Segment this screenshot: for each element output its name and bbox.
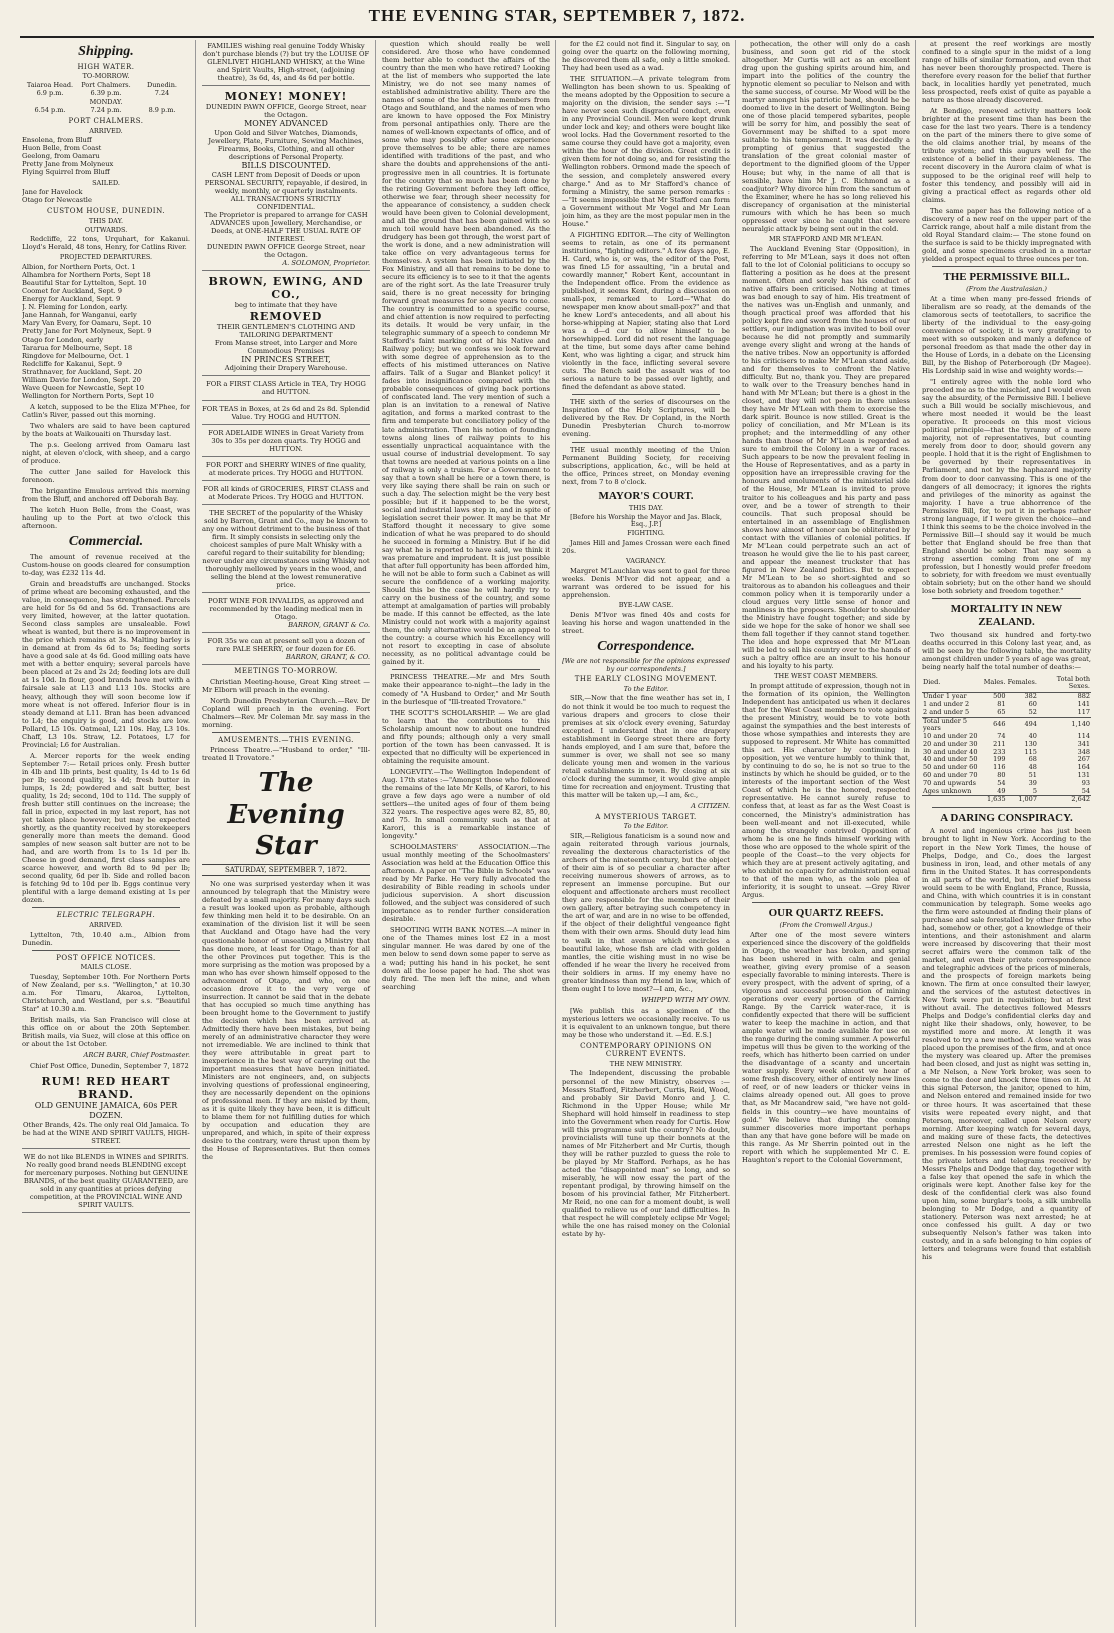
- divider: [932, 807, 1081, 808]
- table-cell: 51: [1028, 771, 1037, 780]
- divider: [212, 732, 360, 733]
- table-cell: 494: [1007, 717, 1038, 733]
- amusement-item: Princess Theatre.—"Husband to order," "Ill-treated Il Trovatore.": [202, 746, 370, 763]
- table-cell: 500: [993, 692, 1006, 701]
- daring-heading: A DARING CONSPIRACY.: [940, 812, 1073, 825]
- shipping-paragraph: The p.s. Geelong arrived from Oamaru last night, at eleven o'clock, with sheep, and a cargo of produce.: [22, 440, 190, 465]
- brown-text: beg to intimate that they have: [234, 301, 338, 310]
- court-item: Denis M'Ivor was fined 40s and costs for leaving his horse and wagon unattended in the street.: [562, 610, 730, 635]
- list-item: Redcliffe for Kakanui, Sept. 9: [22, 359, 122, 368]
- reefs-source: (From the Cromwell Argus.): [779, 921, 873, 930]
- table-cell: 10 and under 20: [923, 732, 978, 741]
- court-bench: [Before his Worship the Mayor and Jas. Black, Esq., J.P.]: [570, 512, 722, 529]
- list-item: Tararua for Melbourne, Sept. 18: [22, 343, 133, 352]
- mails-text: British mails, via San Francisco will close at this office on or about the 20th September. British mails, via Suez, will close at this office on or about the 1st October.: [22, 1015, 190, 1049]
- list-item: Jane for Havelock: [22, 188, 83, 197]
- commercial-paragraph: The amount of revenue received at the Custom-house on goods cleared for consumption to-day, was £232 11s 4d.: [22, 552, 190, 578]
- mortality-table: [922, 675, 1091, 805]
- pale-sherry-advertisement: [202, 635, 370, 665]
- list-item: Alhambra for Northern Ports, Sept 18: [22, 271, 151, 280]
- mortality-table-body: [922, 693, 1091, 805]
- news-item: PRINCESS THEATRE.—Mr and Mrs South make their appearance to-night—the lady in the comedy of "A Husband to Order," and Mr South in the burlesque of "Ill-treated Trovatore.": [382, 673, 550, 706]
- column-2: [202, 40, 376, 1627]
- port-sherry-advertisement: FOR PORT and SHERRY WINES of fine quality, at moderate prices. Try HOGG and HUTTON.: [202, 459, 370, 481]
- brown-text-3: From Manse street, into Larger and More Commodious Premises: [214, 338, 358, 355]
- reefs-text: At Bendigo, renewed activity matters look brighter at the present time than has been the case for the last two years. There is a tendency on the part of the miners there to give some of the old claims another trial, by means of the tribute system; and this augurs well for the existence of a belief in their payableness. The recent discovery in the Aurora claim of what is supposed to be the original reef will help to foster this tendency, and possibly will aid in giving a practical effect as regards other old claims.: [922, 107, 1091, 204]
- list-item: Geelong, from Oamaru: [22, 152, 100, 161]
- teas-advertisement: FOR TEAS in Boxes, at 2s 6d and 2s 8d. Splendid Value. Try HOGG and HUTTON.: [202, 403, 370, 425]
- table-cell: 141: [1077, 699, 1090, 708]
- list-item: Albion, for Northern Ports, Oct. 1: [22, 263, 136, 272]
- table-row: [922, 717, 1091, 733]
- daring-text: A novel and ingenious crime has just been brought to light in New York. According to the report in the New York Times, the house of Phelps, Dodge, and Co., does the largest business in iron, lead, and other metals of any firm in the United States. It has correspondents in all parts of the world, but its chief business would seem to be with England, France, Russia, and China, with which countries it is in constant communication by telegraph. Some weeks ago the firm were astounded at finding their plans of purchase and sale forestalled by other firms who had, somehow or other, got a knowledge of their intentions, and their astonishment and alarm were increased by discovering that their most secret affairs were the common talk of the market, and even their private correspondence and telegraphic advices of the prices of minerals, and the prospects of foreign markets being known. The firm at once consulted their lawyer, and the services of the astutest detectives in New York were put in requisition; but at first without avail. The detectives followed Messrs Phelps and Dodge's confidential clerks day and night like their shadows, only, however, to be mystified more and more. At length it was resolved to try a new method. A close watch was placed upon the premises of the firm, and at once the mystery was cleared up. After the premises had been closed, and just as night was setting in, a Mr Nelson, a New York broker, was seen to come to the door and knock three times on it. At this signal Peterson, the janitor, opened to him, and Nelson entered and remained inside for two or three hours. It was ascertained that these visits were repeated every night, and that Peterson, moreover, called upon Nelson every morning. After keeping watch for several days, and making sure of these facts, the detectives arrested Nelson one night as he left the premises. In his possession were found copies of the private letters and telegrams received by Messrs Phelps and Dodge that day, together with a false key that opened the safe in which the originals were kept. Another false key for the desk of the confidential clerk was also found upon him, some burglar's tools, a silk umbrella belonging to Mr Dodge, and a quantity of stationery. Peterson was next arrested; he at once confessed his guilt. A day or two subsequently Nelson's father was taken into custody, and in a safe belonging to him copies of letters and telegrams were found that establish his: [922, 827, 1091, 1262]
- list-item: Otago for Newcastle: [22, 196, 92, 205]
- removed-label: REMOVED: [249, 309, 323, 323]
- table-cell: 267: [1077, 755, 1090, 764]
- divider: [32, 950, 180, 951]
- list-item: Jane Hannah, for Wanganui, early: [22, 311, 137, 320]
- news-item: THE sixth of the series of discourses on the Inspiration of the Holy Scriptures, will be delivered by the Rev. Dr Copland, in the North Dunedin Presbyterian Church to-morrow evening.: [562, 398, 730, 439]
- this-day-label: THIS DAY.: [628, 503, 664, 512]
- quartz-reefs-heading: OUR QUARTZ REEFS.: [768, 906, 884, 919]
- proprietor-text: The Proprietor is prepared to arrange for CASH ADVANCES upon Jewellery, Merchandise, or Deeds, at ONE-HALF THE USUAL RATE OF INTEREST.: [204, 210, 368, 243]
- reefs-text: The same paper has the following notice of a discovery of a new reef on the upper part of the Carrick range, about half a mile distant from the old Royal Standard claim:— The stone found on the surface is said to be thickly impregnated with gold, and some specimens crushed in a mortar yielded a prospect equal to three ounces per ton.: [922, 206, 1091, 263]
- table-cell: Ages unknown: [923, 786, 972, 795]
- table-cell: 882: [1077, 692, 1090, 701]
- tide-cell: 6.54 p.m.: [34, 106, 66, 115]
- sailed-label: SAILED.: [92, 178, 120, 187]
- table-row: [922, 709, 1091, 717]
- permissive-bill-heading: THE PERMISSIVE BILL.: [943, 270, 1070, 283]
- table-cell: 54: [997, 778, 1006, 787]
- table-cell: 52: [1028, 707, 1037, 716]
- dateline: SATURDAY, SEPTEMBER 7, 1872.: [202, 864, 370, 876]
- whisky-advertisement: FAMILIES wishing real genuine Toddy Whisky don't purchase blends (?) but try the LOUISE OF GLENLIVET HIGHLAND WHISKY, at the Wine and Spirit Vaults, High-street, (adjoining theatre), 3s 6d, 4s, and 4s 6d per bottle.: [202, 40, 370, 86]
- table-cell: 54: [1081, 786, 1090, 795]
- meeting-item: Christian Meeting-house, Great King street —Mr Elborn will preach in the evening.: [202, 677, 370, 694]
- pawn-advertisement: [202, 88, 370, 271]
- news-item: A FIGHTING EDITOR.—The city of Wellington seems to retain, as one of its permanent institutions, "fighting editors." A few days ago, E. H. Card, who is, or was, the editor of the Post, was fined L5 for assaulting, "in a brutal and cowardly manner," Robert Kent, accountant in the Independent office. From the evidence as published, it seems Kent, during a discussion on small-pox, remarked to Lord—"What do newspaper men know about small-pox?" and that he knew Lord's antecedents, and all about his horse-whipping at Napier, stating also that Lord was a d—d cur to allow himself to be horsewhipped. Lord did not resent the language at the time, but some days after came behind Kent, who was lighting a cigar, and struck him violently in the face, inflicting several severe cuts. The Bench said the assault was of too serious a nature to be passed over lightly, and fined the defendant as above stated.: [562, 230, 730, 392]
- tide-cell: 8.9 p.m.: [148, 106, 176, 115]
- news-item: for the £2 could not find it. Singular to say, on going over the quartz on the following morning, he discovered them all safe, only a little smoked. They had been used as a wad.: [562, 40, 730, 73]
- table-cell: 116: [993, 763, 1006, 772]
- pawn-office: DUNEDIN PAWN OFFICE George Street, near the Octagon.: [206, 243, 366, 260]
- money-advanced: MONEY ADVANCED: [244, 119, 328, 129]
- money-title: MONEY! MONEY!: [224, 90, 348, 104]
- list-item: Pretty Jane from Molyneux: [22, 160, 114, 169]
- tide-cell: Port Chalmers.: [81, 80, 131, 89]
- news-item: THE usual monthly meeting of the Union Permanent Building Society, for receiving subscriptions, application, &c., will be held at the office, Princes street, on Monday evening next, from 7 to 8 o'clock.: [562, 445, 730, 486]
- tide-cell: 7.24: [154, 88, 170, 97]
- table-cell: 65: [997, 707, 1006, 716]
- table-cell: 646: [983, 717, 1007, 733]
- table-cell: 199: [993, 755, 1006, 764]
- money-text: Upon Gold and Silver Watches, Diamonds, Jewellery, Plate, Furniture, Sewing Machines, Firearms, Books, Clothing, and all other descriptions of Personal Property.: [208, 129, 364, 162]
- news-item: LONGEVITY.—The Wellington Independent of Aug. 17th states :—"Amongst those who followed the remains of the late Mr Kells, of Karori, to his grave a few days ago were a number of old settlers—the united ages of four of them being 322 years. The respective ages were 82, 85, 80, and 75. In small community such as that at Karori, this is a remarkable instance of longevity.": [382, 767, 550, 841]
- table-cell: 60: [1028, 699, 1037, 708]
- table-cell: 80: [997, 771, 1006, 780]
- reefs-text: at present the reef workings are mostly confined to a single spur in the midst of a long range of hills of similar formation, and even that has never been thoroughly prospected. There is therefore every reason for the belief that further back, in localities hardly yet penetrated, much less prospected, reefs exist of quite as payable a nature as those already discovered.: [922, 40, 1091, 105]
- permissive-quote: "I entirely agree with the noble lord who preceded me as to the mischief, and I would even say the absurdity, of the Permissive Bill. I believe such a Bill would be socially mischievous, and where most needed it would be the least operative. It proceeds on this most vicious political principle—that the tyranny of a mere majority, not of representatives, but counting merely from door to door, should govern any people. I hold that it is the right of Englishmen to be governed by their representatives in Parliament, and not by the haphazard majority from door to door canvassing. This is one of the dangers of all democracy; it ignores the rights and privileges of the minority as against the majority. I have a true abhorrence of the Permissive Bill, for, to put it in perhaps rather strong language, if I were given the choice—and I think this seems to be the choice involved in the Permissive Bill—I should say it would be much better that England should be free than that England should be sober. That may seem a strong assertion coming from one of my profession, but I honestly would prefer freedom to sobriety, for with freedom we must eventually obtain sobriety; but on the other hand we should lose both sobriety and freedom together.": [922, 378, 1091, 595]
- table-cell: 164: [1077, 763, 1090, 772]
- editor-note: [We publish this as a specimen of the mysterious letters we occasionally receive. To us it is equivalent to an unknown tongue, but there may be those who understand it. —Ed. E.S.]: [562, 1006, 730, 1039]
- list-item: Wellington for Northern Ports, Sept 10: [22, 391, 154, 400]
- court-item: Margret M'Lauchlan was sent to gaol for three weeks. Denis M'Ivor did not appear, and a warrant was ordered to be issued for his apprehension.: [562, 566, 730, 599]
- divider: [932, 598, 1081, 599]
- shipping-paragraph: The ketch Huon Belle, from the Coast, was hauling up to the Port at two o'clock this afternoon.: [22, 506, 190, 531]
- outwards-text: Redcliffe, 22 tons, Urquhart, for Kakanui. Lloyd's Herald, 48 tons, Henry, for Catlins River.: [22, 235, 190, 252]
- tide-table-row: [22, 107, 190, 115]
- table-cell: 1,140: [1038, 717, 1091, 733]
- table-cell: 1 and under 2: [923, 699, 970, 708]
- correspondence-heading: Correspondence.: [597, 638, 695, 654]
- permissive-source: (From the Australasian.): [966, 285, 1047, 294]
- news-item: THE SITUATION.—A private telegram from Wellington has been shown to us. Speaking of the means adopted by the Opposition to secure a majority on the division, the sender says :—"I have never seen such disgraceful conduct, even in any Provincial Council. Men were kept drunk under lock and key; and others were bought like wool locks. Had the Government resorted to the same course they could have got a majority, even within the hour of the division. Great credit is given them for not doing so, and for resisting the Wellington robbers. Ormond made the speech of the session, and completely answered every charge." And as to Mr Stafford's chance of forming a Ministry, the same person remarks :—"It seems impossible that Mr Stafford can form a Government without Mr Vogel and Mr Lean join him, as they are the most popular men in the House.": [562, 75, 730, 228]
- editorial-paragraph: No one was surprised yesterday when it was announced by telegraph that the Ministry were defeated by a small majority. For many days such a result was looked upon as probable, although few thinking men held it to be desirable. On an examination of the division list it will be seen that Auckland and Otago have had the very questionable honor of unseating a Ministry that has done more, at least for Otago, than for all the other Provinces put together. This is the more surprising as the motion was proposed by a man who has ever shown himself opposed to the advancement of Otago, and who, on one occasion drove it to the very verge of insurrection. It cannot be said that in the debate that has occupied so much time anything has been brought home to the Government to justify the decision which has been arrived at. Admittedly there have been mistakes, but being merely of an administrative character they were not irremediable. We are inclined to think that they were attributable in great part to inexperience in the best way of carrying out the important measures that have been initiated. Ministers are not engineers, and, on subjects involving questions of professional engineering, they are necessarily dependent on the opinions of professional men. If they are misled by them, as it is quite likely they have been, it is difficult to blame them for not fulfilling duties for which by occupation and education they are unprepared, and which, in spite of their express desire to the contrary, were thrust upon them by the House of Representatives. But then comes the: [202, 880, 370, 1162]
- table-cell: 114: [1077, 732, 1090, 741]
- table-cell: Total under 5 years: [922, 717, 983, 733]
- list-item: Ringdove for Melbourne, Oct. 1: [22, 351, 130, 360]
- column-1: [22, 40, 196, 1627]
- table-cell: 211: [993, 739, 1006, 748]
- table-cell: 20 and under 30: [923, 739, 978, 748]
- mayors-court-heading: MAYOR'S COURT.: [598, 489, 694, 502]
- letter-text: SIR,—Religious fanaticism is a sound now and again reiterated through various journals, revealing the dexterous characteristics of the archers of the nineteenth century, but the object of their aim is of so peculiar a character after receiving numerous showers of arrows, as to represent an immense porcupine. But our eloquent and affectionate archers must recollect they are responsible for the members of their own gallery, after betraying such competency in the art of war, and are in no wise to be offended, if the object of their delightful vengeance fight them with their own arms. Should duty lead him to walk in that avenue which encircles a beautiful lake, whose fish are clad with golden mantles, the citie wishing must in no wise be offended if he wear the livery he received from their soldiers in arms. If my enemy have no greater kindness than my friend in law, which of them ought I to love most?—I am, &c.,: [562, 832, 730, 993]
- mails-text: Tuesday, September 10th. For Northern Ports of New Zealand, per s.s. "Wellington," at 10.30 a.m. For Timaru, Akaroa, Lyttelton, Christchurch, and Westland, per s.s. "Beautiful Star" at 10.30 a.m.: [22, 972, 190, 1013]
- table-cell: 70 and upwards: [923, 778, 977, 787]
- table-header-cell: Died.: [922, 675, 983, 693]
- table-cell: 341: [1077, 739, 1090, 748]
- monday-label: MONDAY.: [89, 97, 123, 106]
- list-item: Energy for Auckland, Sept. 9: [22, 295, 121, 304]
- mails-close-label: MAILS CLOSE.: [80, 962, 132, 971]
- newspaper-nameplate: The Evening Star: [227, 768, 345, 861]
- blends-advertisement: WE do not like BLENDS in WINES and SPIRITS. No really good brand needs BLENDING except for mercenary purposes. Nothing but GENUINE BRANDS, of the best quality GUARANTEED, are sold in any quantities at prices defying competition, at the PROVINCIAL WINE AND SPIRIT VAULTS.: [22, 1151, 190, 1213]
- mysterious-heading: A MYSTERIOUS TARGET.: [595, 812, 697, 821]
- post-office-heading: POST OFFICE NOTICES.: [56, 953, 156, 962]
- contemporary-text: pothecation, the other will only do a cash business, and soon get rid of the stock altogether. Mr Curtis will act as an excellent drag upon the gushing spirits around him, and impart into the politics of the country the hypnotic element so peculiar to Nelson and with the same success, of course. Mr Wood will be the martyr amongst his patriotic band, should he be doomed to live in the desert of Wellington. Being one of those placid tempered sybarites, people will be sorry for him, and possibly the seat of Government may be shifted to a spot more suitable to his temperament. It was decidedly a prompting of genius that suggested the translation of the great colonial master of deportment to the dignified gloom of the Upper House; but why, in the name of all that is sensible, have him Mr J. C. Richmond as a coadjutor? Why divorce him from the sanctum of the Examiner, where he has so long relieved his discrepancy of organisation at the ministerial rumours with which he has been so much oppressed ever since he caught that severe neuralgic attack by being sent out in the cold.: [742, 40, 910, 233]
- bills-label: BILLS DISCOUNTED.: [241, 161, 331, 171]
- this-day-label: THIS DAY.: [88, 216, 124, 225]
- table-cell: 81: [997, 699, 1006, 708]
- rum-advertisement: [22, 1073, 190, 1149]
- table-cell: 68: [1028, 755, 1037, 764]
- rum-ad-subtitle: OLD GENUINE JAMAICA, 60s PER DOZEN.: [34, 1101, 178, 1121]
- adelaide-advertisement: FOR ADELAIDE WINES in Great Variety from 30s to 35s per dozen quarts. Try HOGG and HUTTON.: [202, 427, 370, 457]
- tide-cell: Dunedin.: [147, 80, 177, 89]
- electric-arrived-label: ARRIVED.: [89, 920, 123, 929]
- tide-cell: Taiaroa Head.: [26, 80, 74, 89]
- port-chalmers-heading: PORT CHALMERS.: [68, 117, 144, 126]
- table-cell: 2,642: [1038, 796, 1091, 804]
- tide-cell: 6.39 p.m.: [90, 88, 122, 97]
- commercial-paragraph: Grain and breadstuffs are unchanged. Stocks of prime wheat are becoming exhausted, and the value, in consequence, has strengthened. Parcels are held for 5s 6d and 5s 6d. Transactions are very limited, however, at the latter quotation. Second class samples are unsaleable. Fowl wheat is wanted, but there is no improvement in the price which remains at 3s. Malting barley is in demand at from 4s 6d to 5s; feeding sorts have a good sale at 4s 6d. Good milling oats have met with a better enquiry; several parcels have been placed at 2s and 2s 2d; feeding lots are dull at 1s 10d. In flour, good brands have met with a fairsale sale at L13 and L13 10s. Stocks are heavy, although they will soon become low if more wheat is not offered. Inferior flour is in steady demand at L11. Bran has been advanced to L4; the enquiry is good, and stocks are low. Pollard, L5 10s. Oatmeal, L21 10s. Hay, L3 10s. Chaff, L3 10s. Straw, L2. Potatoes, L7 for Provincial; L6 for Australian.: [22, 580, 190, 749]
- table-cell: 130: [1024, 739, 1037, 748]
- news-item: SHOOTING WITH BANK NOTES.—A miner in one of the Thames mines lost £2 in a most singular manner. He was dared by one of the men below to send down some paper to serve as a wad; putting his hand in his pocket, he sent down all the loose paper he had. The shot was duly fired. The men left the mine, and when searching: [382, 926, 550, 991]
- bye-law-label: BYE-LAW CASE.: [618, 601, 674, 610]
- contemporary-text: In prompt attitude of expression, though not in the formation of its opinion, the Wellington Independent has anticipated us when it declares that for the West Coast members to vote against the present Ministry, would be to vote both against the sympathies and the best interests of those whose sympathies and interests they are supposed to represent. Mr White has committed this act. His character by continuing in opposition, yet we venture humbly to think that, by continuing to do so, he is not so true to the instincts by which he should be guided, or to the interests of the important section of the West Coast of which he is the honored, respected representative. He cannot surely refuse to confess that, at least as far as the West Coast is concerned, the Ministry's administration has been well-meant and not ill-executed, while among the strangely contrived Opposition of whom he is one he finds himself working with those who are opposed to the whole spirit of the people of the Coast—to the very objects for which they are at present actively agitating, and who exhibit no capacity for administration equal to that of the men who, as the sole plea of inferiority, it is sought to unseat. —Grey River Argus.: [742, 682, 910, 899]
- postmaster-location: Chief Post Office, Dunedin, September 7, 1872: [30, 1062, 189, 1071]
- permissive-text: At a time when many pre-fessed friends of liberalism are so ready, at the demands of the clamorous sects of teetotallers, to sacrifice the liberty of the individual to the easy-going convenience of society, it is very gratifying to meet with so outspoken and manly a defence of personal freedom as that made the other day in the House of Lords, in a debate on the Licensing Bill, by the Bishop of Peterborough (Dr Magee). His Lordship said in wise and weighty words:—: [922, 294, 1091, 376]
- meetings-heading: MEETINGS TO-MORROW.: [234, 667, 338, 676]
- shipping-paragraph: Two whalers are said to have been captured by the boats at Waikouaiti on Thursday last.: [22, 421, 190, 438]
- news-item: THE SCOTT'S SCHOLARSHIP. — We are glad to learn that the contributions to this Scholarship amount now to about one hundred and fifty pounds; although only a very small portion of the town has been canvassed. It is expected that no difficulty will be experienced in obtaining the requisite amount.: [382, 708, 550, 765]
- rum-ad-title: RUM! RED HEART BRAND.: [41, 1075, 171, 1102]
- list-item: Strathnaver, for Auckland, Sept. 20: [22, 367, 143, 376]
- mortality-heading: MORTALITY IN NEW ZEALAND.: [950, 602, 1063, 629]
- to-editor-label: To the Editor.: [623, 822, 669, 831]
- port-invalids-advertisement: [202, 595, 370, 633]
- table-cell: [922, 796, 983, 804]
- letter-signature: A CITIZEN.: [691, 801, 730, 810]
- table-row: [922, 796, 1091, 804]
- projected-label: PROJECTED DEPARTURES.: [59, 253, 153, 262]
- newspaper-columns: [22, 40, 1096, 1627]
- adjoining-text: Adjoining their Drapery Warehouse.: [224, 364, 348, 373]
- contemporary-text: The Independent, discussing the probable personnel of the new Ministry, observes :—Messrs Stafford, Fitzherbert, Curtis, Reid, Wood, and probably Sir David Monro and J. C. Richmond in the Upper House; while Mr Shephard will hold himself in readiness to step into the Government when ready for Curtis. How will this programme suit the country? No doubt, provincialists will tune up their bonnets at the names of Mr Fitzherbert and Mr Curtis, though they will be rather puzzled to guess the role to be played by Mr Stafford. Perhaps, as he has acted the "disappointed man" so long, and so miserably, he will now essay the part of the repentant prodigal, by throwing himself on the bosom of his provincial father, Mr Fitzherbert. Mr Reid, no one can for a moment doubt, is well qualified to relieve us of our land difficulties. In that respect he will completely eclipse Mr Vogel; while the one has raised money on the Colonial estate by hy-: [562, 1069, 730, 1239]
- table-cell: 93: [1081, 778, 1090, 787]
- table-cell: 74: [997, 732, 1006, 741]
- customs-heading: CUSTOM HOUSE, DUNEDIN.: [47, 207, 165, 216]
- tide-cell: 6.9 p.m.: [36, 88, 64, 97]
- shipping-paragraph: The cutter Jane sailed for Havelock this forenoon.: [22, 467, 190, 484]
- table-header-cell: Females.: [1007, 675, 1038, 693]
- port-invalids-text: PORT WINE FOR INVALIDS, as approved and recommended by the leading medical men in Otago.: [208, 597, 364, 622]
- table-cell: 5: [1032, 786, 1037, 795]
- masthead: [20, 6, 1094, 38]
- tide-cell: 7.24 p.m.: [90, 106, 122, 115]
- list-item: Huon Belle, from Coast: [22, 144, 102, 153]
- list-item: William Davie for London, Sept. 20: [22, 375, 141, 384]
- table-cell: Under 1 year: [923, 692, 967, 701]
- pawn-proprietor: A. SOLOMON, Proprietor.: [282, 259, 370, 268]
- postmaster-signature: ARCH BARR, Chief Postmaster.: [83, 1051, 190, 1060]
- list-item: Flying Squirrel from Bluff: [22, 168, 110, 177]
- correspondence-note: [We are not responsible for the opinions expressed by our correspondents.]: [562, 656, 730, 673]
- column-5: [742, 40, 916, 1627]
- princes-street: IN PRINCES STREET,: [241, 354, 331, 364]
- table-cell: 40 and under 50: [923, 755, 978, 764]
- list-item: Beautiful Star for Lyttelton, Sept. 10: [22, 279, 147, 288]
- contemporary-text: The Auckland Evening Star (Opposition), in referring to Mr M'Lean, says it does not often fall to the lot of Colonial politicians to occupy so flattering a position as he does at the present moment. Often and sorely has his conduct of native affairs been criticised. Nothing at times was bad enough to say of him. His treatment of the natives was un-English and unmanly, and though practical proof was afforded that his policy kept fire and sword from the houses of our settlers, our indignation was invited to boil over because he did not promptly and summarily avenge every slight and wrong at the hands of the native tribes. Now an opportunity is afforded to his criticisers to make Mr M'Lean stand aside, and for themselves to confront the Native difficulty. But no, thank you. They are prepared to walk over to the Treasury benches hand in hand with Mr M'Lean; but there is a ghost in the closet, and they will not peep in there unless they have Mr M'Lean with them to exorcise the dark spirit. Bounce is now stilled. Great is the policy of conciliation, and Mr M'Lean is its prophet; and the intermeddling of any other hands than those of Mr M'Lean is regarded as sure to embroil the Colony in a war of races. Such appears to be now the prevalent feeling in the House of Representatives, and as a party in opposition have an irrepressible craving for the honours and emoluments of the ministerial side of the House, Mr M'Lean is invited to prove traitor to his colleagues and his party and pass over, and be a tower of strength to their councils. That such proposal should be entertained in an assemblage of Englishmen shows how almost of honor can be obliterated by contact with the villanies of colonial politics. If Mr M'Lean could perpetrate such an act of treason he would give the lie to his past career, and appear the meanest truckster that has figured in New Zealand politics. But to expect Mr M'Lean to be so short-sighted and so traitorous as to abandon his colleagues and their common policy when it is temporarily under a cloud argues very little sense of honor and manliness in the proposers. Shoulder to shoulder the Ministry have fought together; and side by side we hope for the sake of honor we shall see them fall together if they cannot stand together. The idea and hope expressed that Mr M'Lean will be led to sell his country over to the hands of such a paltry office are an insult to his honour and his loyalty to his party.: [742, 244, 910, 671]
- list-item: Otago for London, early: [22, 335, 104, 344]
- table-cell: 233: [993, 747, 1006, 756]
- table-cell: 50 and under 60: [923, 763, 978, 772]
- reefs-text: After one of the most severe winters experienced since the discovery of the goldfields in Otago, the weather has broken, and spring has been ushered in with calm and genial weather, giving every promise of a season especially favorable to mining interests. There is every prospect, with the advent of spring, of a vigorous and successful prosecution of mining operations over every portion of the Carrick Range. By the Carrick water-race, it is confidently expected that there will be sufficient water to keep the machine in action, and that ample water will be made available for use on the range during the coming summer. A powerful impetus will thus be given to the working of the reefs, which has hitherto been carried on under the disadvantage of a scanty and uncertain water supply. Every week almost we hear of some fresh discovery, either of entirely new lines of reef, or of new leaders or thicker veins in claims already opened out. All goes to prove that, as Mr Macandrew said, "we have not gold-fields in this country—we have mountains of gold." We believe that during the coming summer discoveries more important perhaps than any that have gone before will be made on this range. As Mr Sherrin pointed out in the report with which he supplemented Mr C. E. Haughton's report to the Colonial Government,: [742, 930, 910, 1164]
- tomorrow-label: TO-MORROW.: [82, 72, 130, 81]
- list-item: Coomet for Auckland, Sept. 9: [22, 287, 123, 296]
- divider: [572, 442, 720, 443]
- table-cell: 348: [1077, 747, 1090, 756]
- shipping-paragraph: A ketch, supposed to be the Eliza M'Phee, for Catlin's River, passed out this morning.: [22, 402, 190, 419]
- all-transactions: ALL TRANSACTIONS STRICTLY CONFIDENTIAL.: [230, 194, 342, 211]
- table-cell: 49: [997, 786, 1006, 795]
- table-cell: 48: [1028, 763, 1037, 772]
- early-closing-heading: THE EARLY CLOSING MOVEMENT.: [574, 675, 718, 684]
- list-item: Ensolena, from Bluff: [22, 136, 92, 145]
- column-6: [922, 40, 1096, 1627]
- divider: [392, 669, 540, 670]
- list-item: J. N. Fleming for London, early.: [22, 303, 128, 312]
- secret-advertisement: THE SECRET of the popularity of the Whisky sold by Barron, Grant and Co., may be known to any one without detriment to the business of that firm. It simply consists in selecting only the choicest samples of pure Malt Whisky with a careful regard to their suitability for blending; never under any circumstances using Whisky not thoroughly mellowed by years in the wood, and selling the blend at the lowest remunerative price.: [202, 507, 370, 593]
- table-header-cell: Males.: [983, 675, 1007, 693]
- shipping-paragraph: The brigantine Emulous arrived this morning from the Bluff, and anchored off Deborah Bay.: [22, 487, 190, 504]
- brown-title: BROWN, EWING, AND CO.,: [208, 275, 364, 302]
- commercial-paragraph: A. Mercer reports for the week ending September 7:— Retail prices only. Fresh butter in 4lb and 1lb prints, best quality, 1s 4d to 1s 6d per lb; second quality, 1s 4d; fresh butter in lumps, 1s 2d; powdered and salt butter, best quality, 1s 2d; second, 10d to 11d. The supply of fresh butter still continues on the increase; the fall in price, expected in my last report, has not yet taken place however, but may be expected shortly, as the quantity received by storekeepers generally more than meets the demand. Good samples of new season salt butter are not to be had, and are worth from 1s to 1s 1d per lb. Cheese in good demand, first class samples are scarce however, and worth 8d to 9d per lb; second quality, 6d per lb. Side and rolled bacon is fetching 9d to 10d per lb. Eggs continue very plentiful with a large demand existing at 1s per dozen.: [22, 751, 190, 905]
- table-cell: 39: [1028, 778, 1037, 787]
- list-item: Wave Queen for Newcastle, Sept 10: [22, 383, 144, 392]
- cash-text: CASH LENT from Deposit of Deeds or upon PERSONAL SECURITY, repayable, if desired, in weekly, monthly, or quarterly instalments.: [204, 170, 368, 195]
- mortality-text: Two thousand six hundred and forty-two deaths occurred in this Colony last year, and, as will be seen by the following table, the mortality amongst children under 5 years of age was great, being nearly half the total number of deaths:—: [922, 631, 1091, 672]
- table-cell: 2 and under 5: [923, 707, 970, 716]
- electric-heading: ELECTRIC TELEGRAPH.: [56, 911, 156, 920]
- rum-ad-text: Other Brands, 42s. The only real Old Jamaica. To be had at the WINE AND SPIRIT VAULTS, HIGH-STREET.: [22, 1120, 190, 1145]
- table-cell: 117: [1077, 707, 1090, 716]
- commercial-heading: Commercial.: [68, 534, 144, 550]
- table-row: [922, 788, 1091, 796]
- sailed-list: [22, 188, 190, 204]
- list-item: Pretty Jane for Port Molyneux, Sept. 9: [22, 327, 152, 336]
- amusements-heading: AMUSEMENTS.—THIS EVENING.: [218, 735, 354, 744]
- shipping-heading: Shipping.: [78, 44, 134, 59]
- high-water-heading: HIGH WATER.: [77, 62, 135, 71]
- table-cell: 1,007: [1007, 796, 1038, 804]
- meeting-item: North Dunedin Presbyterian Church.—Rev. Dr Copland will preach in the evening. Fort Chalmers—Rev. Mr Coleman Mr. say mass in the morning.: [202, 696, 370, 729]
- list-item: Mary Van Every, for Oamaru, Sept. 10: [22, 319, 152, 328]
- arrived-label: ARRIVED.: [89, 126, 123, 135]
- page-title: THE EVENING STAR, SEPTEMBER 7, 1872.: [368, 6, 746, 25]
- column-4: [562, 40, 736, 1627]
- letter-signature: WHIPP'D WITH MY OWN.: [641, 995, 730, 1004]
- table-cell: 115: [1024, 747, 1037, 756]
- projected-list: [22, 263, 190, 400]
- divider: [932, 266, 1081, 267]
- contemporary-heading: CONTEMPORARY OPINIONS ON CURRENT EVENTS.: [580, 1041, 712, 1059]
- money-sub: DUNEDIN PAWN OFFICE, George Street, near the Octagon.: [205, 103, 367, 120]
- brown-ewing-advertisement: [202, 273, 370, 376]
- vagrancy-label: VAGRANCY.: [626, 557, 666, 566]
- divider: [32, 907, 180, 908]
- tea-advertisement: FOR a FIRST CLASS Article in TEA, Try HOGG and HUTTON.: [202, 378, 370, 400]
- court-item: James Hill and James Crossan were each fined 20s.: [562, 539, 730, 556]
- table-cell: 1,635: [983, 796, 1007, 804]
- tide-table-row: [22, 90, 190, 98]
- west-coast-heading: THE WEST COAST MEMBERS.: [774, 672, 878, 681]
- table-cell: 60 and under 70: [923, 771, 978, 780]
- table-cell: 131: [1077, 771, 1090, 780]
- editorial-paragraph: question which should really be well considered. Are those who have condemned them better able to conduct the affairs of the country than the men who have retired? Looking at the list of members who supported the late Ministry, we do not see many names of established administrative ability. There are the names of some of the least able members from Otago and Southland, and the names of men who are known to have opposed the Fox Ministry from personal antipathies only. There are the names of well-known expectants of office, and of some who may possibly offer some experience prove themselves to be able; there are names identified with traditions of the past, and who share the doubts and apprehensions of the anti-progressive men in all countries. It is fortunate for the country that so much has been done by the retiring Government before they left office, otherwise we fear, through sheer necessity for the appearance of consistency, a sudden check would have been given to Colonial development, and all the ground that has been gained with so much toil would have been abandoned. As the drudgery has been got through, the worst part of the work is done, and a new administration will take office on very advantageous terms for themselves. A system has been initiated by the Fox Ministry, and all that remains to be done to secure its efficiency is to see to it that the agents are of the right sort. As the late Treasurer truly said, there is no great necessity for bringing forward great measures for some years to come. The country is committed to a specific course, and chief attention is now required to perfecting its details. It would be very unfair, in the telegraphic summary of a speech to condemn Mr Stafford's faint marking out of his Native and Railway policy; but we confess we look forward with some degree of apprehension as to the effects of his mistimed utterances on Native affairs. Talk of a Sugar and Blanket policy! it fades into insignificance compared with the probable consequences of giving back portions of confiscated land. The very mention of such a plan is an invitation to a renewal of Native agitation, and forms a marked contrast to the firm and temperate but conciliatory policy of the late administration. Then his notion of founding towns along lines of railway points to his essentially unpractical acquaintance with the usual course of industrial development. To say that towns are needed at various points on a line of railway is only a truism. For a Government to say that a town shall be here or a town there, is very like saying there shall be rain on such or such a day. The selection might be the very best possible; but if it happened to be the worst, social and industrial laws step in, and in spite of legislation secret their power. It may be that Mr Stafford thought it necessary to give some indication of what he was prepared to do should he succeed in forming a Ministry. But if he did say what he is reported to have said, we think it was premature and imprudent. It is just possible that after full opportunity has been afforded him, he will not be able to form such a Cabinet as will secure the confidence of a working majority. Should this be the case he will hardly try to carry on the business of the country, and some attempt at amalgamation of parties will probably be made. If this cannot be effected, as the late Ministry could not work with a majority against them, the only alternative would be an appeal to the country: a course which his Excellency will not resort to excepting in case of absolute necessity, as no political advantage could be gained by it.: [382, 40, 550, 667]
- stafford-heading: MR STAFFORD AND MR M'LEAN.: [768, 234, 884, 243]
- outwards-label: OUTWARDS.: [84, 225, 128, 234]
- fighting-label: FIGHTING.: [627, 529, 665, 538]
- new-ministry-label: THE NEW MINISTRY.: [609, 1059, 683, 1068]
- barron-signature: BARRON, GRANT & Co.: [288, 621, 370, 630]
- groceries-advertisement: FOR all kinds of GROCERIES, FIRST CLASS and at Moderate Prices. Try HOGG and HUTTON.: [202, 483, 370, 505]
- divider: [572, 394, 720, 395]
- table-cell: 382: [1024, 692, 1037, 701]
- electric-text: Lyttelton, 7th, 10.40 a.m., Albion from Dunedin.: [22, 930, 190, 947]
- pale-sherry-text: FOR 35s we can at present sell you a dozen of rare PALE SHERRY, or four dozen for £6.: [207, 637, 365, 654]
- brown-text-2: THEIR GENTLEMEN'S CLOTHING AND TAILORING DEPARTMENT: [216, 322, 356, 339]
- column-3: [382, 40, 556, 1627]
- to-editor-label: To the Editor.: [623, 684, 669, 693]
- table-cell: 30 and under 40: [923, 747, 978, 756]
- barron-signature: BARRON, GRANT, & CO.: [285, 653, 370, 662]
- arrived-list: [22, 136, 190, 176]
- letter-text: SIR,—Now that the fine weather has set in, I do not think it would be too much to request the various drapers and grocers to close their premises at six o'clock every evening, Saturday excepted. I understand that in one drapery establishment in George street there are forty hands employed, and I am sure that, before the summer is over, we shall not see so many delicate young men and women in the various retail establishments in town. By closing at six o'clock during the summer, it would give ample time for recreation and enjoyment. Trusting that this matter will be taken up,—I am, &c.,: [562, 694, 730, 799]
- table-cell: 40: [1028, 732, 1037, 741]
- table-header-cell: Total both Sexes.: [1038, 675, 1091, 693]
- divider: [752, 902, 900, 903]
- news-item: SCHOOLMASTERS' ASSOCIATION.—The usual monthly meeting of the Schoolmasters' Association was held at the Education Office this afternoon. A paper on "The Bible in Schools" was read by Mr Parke. He very fully advocated the desirability of Bible reading in schools under judicious supervision. A short discussion followed, and the subject was considered of such importance as to render further consideration desirable.: [382, 843, 550, 924]
- table-header-row: [922, 675, 1091, 693]
